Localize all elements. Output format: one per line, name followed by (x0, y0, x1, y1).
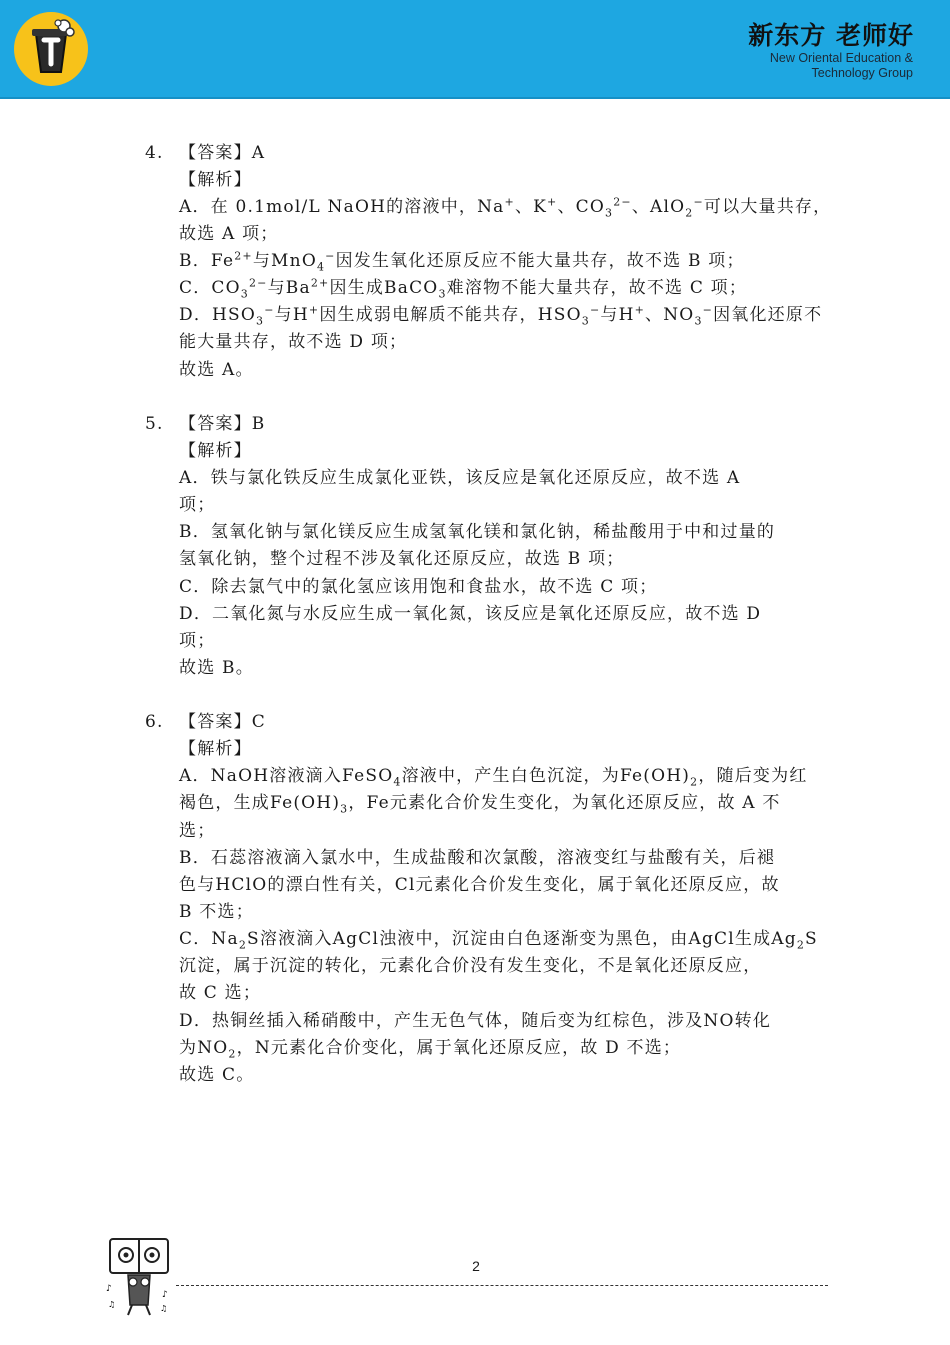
analysis-line: 能大量共存，故不选 D 项； (179, 332, 408, 352)
brand-name-cn: 新东方 老师好 (748, 21, 914, 50)
brand-name-en: New Oriental Education & Technology Group (769, 51, 913, 80)
page-header (0, 0, 950, 99)
analysis-line: 选； (179, 821, 216, 841)
answer-label: 【答案】A (179, 143, 266, 163)
question-number: 5. (145, 414, 164, 434)
analysis-label: 【解析】 (179, 739, 252, 759)
analysis-line: 色与HClO的漂白性有关，Cl元素化合价发生变化，属于氧化还原反应，故 (179, 875, 780, 895)
analysis-line: B．$Fe^{2+}$与MnO$_4$−因发生氧化还原反应不能大量共存，故不选 B 项； (179, 249, 745, 274)
analysis-line: C．$CO_3^{2-}$与$Ba^{2+}$因生成BaCO$_3$难溶物不能大量共存，故不选 C 项； (179, 276, 748, 301)
question-number: 6. (145, 712, 164, 732)
analysis-line: A．NaOH溶液滴入FeSO$_4$溶液中，产生白色沉淀，为$Fe(OH)_2$，随后变为红 (179, 766, 808, 789)
page-number: 2 (472, 1258, 480, 1274)
analysis-line: C．除去氯气中的氯化氢应该用饱和食盐水，故不选 C 项； (179, 577, 658, 597)
analysis-line: 项； (179, 495, 216, 515)
analysis-line: D．热铜丝插入稀硝酸中，产生无色气体，随后变为红棕色，涉及NO转化 (179, 1011, 772, 1031)
answer-label: 【答案】C (179, 712, 267, 732)
analysis-line: 故 C 选； (179, 983, 262, 1003)
analysis-line: 故选 A 项； (179, 224, 279, 244)
footer-divider (176, 1285, 828, 1286)
analysis-line: 为$NO_2$，N元素化合价变化，属于氧化还原反应，故 D 不选； (179, 1038, 682, 1061)
cup-logo-icon (14, 12, 88, 86)
analysis-line: 项； (179, 631, 216, 651)
analysis-label: 【解析】 (179, 441, 252, 461)
svg-text:♪: ♪ (162, 1290, 168, 1300)
conclusion: 故选 C。 (179, 1065, 255, 1085)
analysis-line: A．在 0.1mol/L NaOH的溶液中，Na+、K+、$CO_3^{2-}$、AlO$_2$−可以大量共存， (179, 195, 832, 220)
question-number: 4. (145, 143, 164, 163)
svg-text:♪: ♪ (106, 1284, 112, 1294)
analysis-line: 氢氧化钠，整个过程不涉及氧化还原反应，故选 B 项； (179, 549, 625, 569)
analysis-line: 沉淀，属于沉淀的转化，元素化合价没有发生变化，不是氧化还原反应， (179, 956, 762, 976)
analysis-line: A．铁与氯化铁反应生成氯化亚铁，该反应是氧化还原反应，故不选 A (179, 468, 741, 488)
svg-text:♫: ♫ (160, 1304, 168, 1313)
answer-label: 【答案】B (179, 414, 266, 434)
conclusion: 故选 B。 (179, 658, 254, 678)
analysis-line: B 不选； (179, 902, 254, 922)
analysis-line: 褐色，生成$Fe(OH)_3$，Fe元素化合价发生变化，为氧化还原反应，故 A 不 (179, 793, 781, 816)
analysis-line: C．$Na_2S$溶液滴入AgCl浊液中，沉淀由白色逐渐变为黑色，由AgCl生成$Ag_2S$ (179, 929, 818, 952)
analysis-line: D．$HSO_3^-$与H+因生成弱电解质不能共存，$HSO_3^-$与H+、$NO_3^-$因氧化还原不 (179, 303, 823, 328)
book-mascot-icon (104, 1235, 174, 1321)
analysis-label: 【解析】 (179, 170, 252, 190)
analysis-line: B．石蕊溶液滴入氯水中，生成盐酸和次氯酸，溶液变红与盐酸有关，后褪 (179, 848, 776, 868)
conclusion: 故选 A。 (179, 360, 254, 380)
svg-text:♫: ♫ (108, 1300, 116, 1309)
analysis-line: D．二氧化氮与水反应生成一氧化氮，该反应是氧化还原反应，故不选 D (179, 604, 762, 624)
analysis-line: B．氢氧化钠与氯化镁反应生成氢氧化镁和氯化钠，稀盐酸用于中和过量的 (179, 522, 776, 542)
